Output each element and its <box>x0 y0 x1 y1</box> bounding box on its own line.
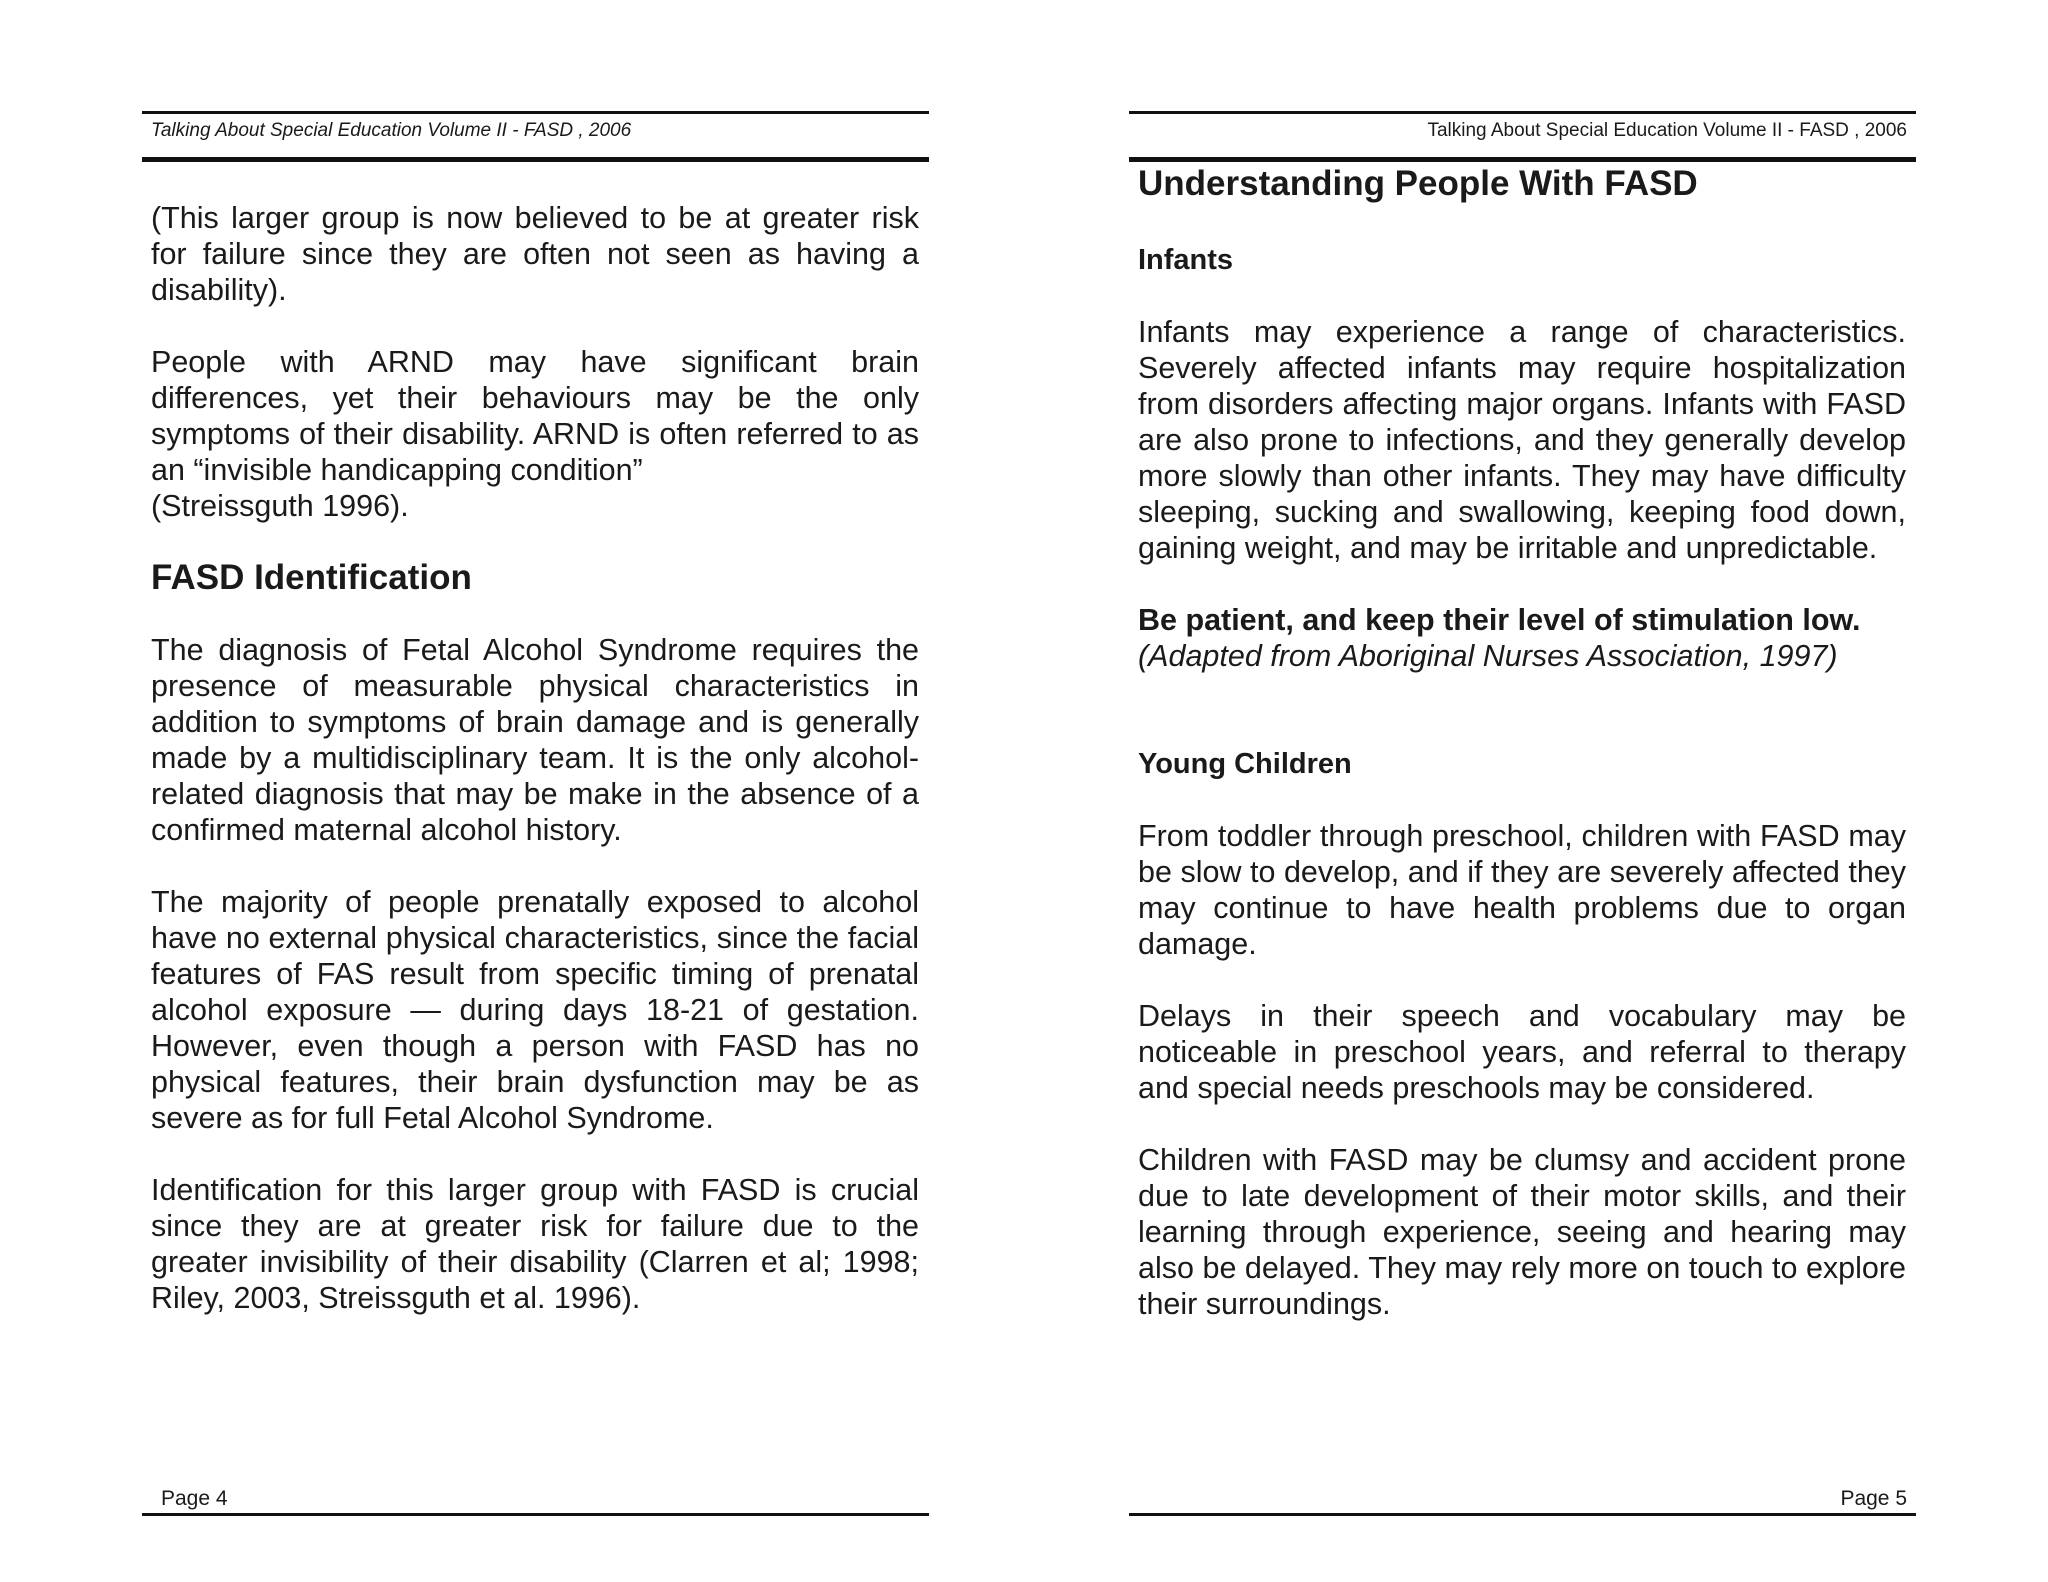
citation-line: (Streissguth 1996). <box>151 489 409 523</box>
header-rule <box>1129 111 1916 114</box>
subheading-infants: Infants <box>1138 244 1234 276</box>
left-page-content <box>151 200 919 1316</box>
section-title: FASD Identification <box>151 558 472 597</box>
arnd-block <box>151 344 919 524</box>
page-number: Page 4 <box>161 1487 228 1510</box>
right-page-content <box>1138 162 1906 1322</box>
advice-text: Be patient, and keep their level of stimulation low. <box>1138 603 1861 637</box>
paragraph: From toddler through preschool, children with FASD may be slow to develop, and if they are severely affected they may continue to have health problems due to organ damage. <box>1138 819 1906 961</box>
citation: (Adapted from Aboriginal Nurses Association, 1997) <box>1138 639 1838 673</box>
advice-block <box>1138 602 1906 674</box>
paragraph: Identification for this larger group with FASD is crucial since they are at greater risk for failure due to the greater invisibility of their disability (Clarren et al; 1998; Riley, 2003, Streissguth et al. 1996). <box>151 1173 919 1315</box>
subheading-young-children: Young Children <box>1138 748 1352 780</box>
identification-body <box>151 632 919 1316</box>
running-header: Talking About Special Education Volume II - FASD , 2006 <box>151 120 632 141</box>
footer-rule <box>142 1513 929 1516</box>
paragraph: Children with FASD may be clumsy and accident prone due to late development of their motor skills, and their learning through experience, seeing and hearing may also be delayed. They may rely more on touch to explore their surroundings. <box>1138 1143 1906 1321</box>
header-rule-thick <box>142 157 929 162</box>
paragraph: The diagnosis of Fetal Alcohol Syndrome requires the presence of measurable physical characteristics in addition to symptoms of brain damage and is generally made by a multidisciplinary team. It is the only alcohol-related diagnosis that may be make in the absence of a confirmed maternal alcohol history. <box>151 633 919 847</box>
page-number: Page 5 <box>1840 1487 1907 1510</box>
paragraph: People with ARND may have significant brain differences, yet their behaviours may be the only symptoms of their disability. ARND is often referred to as an “invisible handicapping condition” <box>151 345 919 487</box>
running-header: Talking About Special Education Volume II - FASD , 2006 <box>1427 120 1907 141</box>
paragraph: Infants may experience a range of characteristics. Severely affected infants may require hospitalization from disorders affecting major organs. Infants with FASD are also prone to infections, and they generally develop more slowly than other infants. They may have difficulty sleeping, sucking and swallowing, keeping food down, gaining weight, and may be irritable and unpredictable. <box>1138 315 1906 565</box>
paragraph: Delays in their speech and vocabulary may be noticeable in preschool years, and referral to therapy and special needs preschools may be considered. <box>1138 999 1906 1105</box>
paragraph: (This larger group is now believed to be at greater risk for failure since they are often not seen as having a disability). <box>151 201 919 307</box>
left-page <box>142 0 929 1582</box>
right-page <box>1129 0 1916 1582</box>
footer-rule <box>1129 1513 1916 1516</box>
header-rule <box>142 111 929 114</box>
paragraph: The majority of people prenatally exposed to alcohol have no external physical characteristics, since the facial features of FAS result from specific timing of prenatal alcohol exposure — during days 18-21 of gestation. However, even though a person with FASD has no physical features, their brain dysfunction may be as severe as for full Fetal Alcohol Syndrome. <box>151 885 919 1135</box>
page-title: Understanding People With FASD <box>1138 164 1698 203</box>
